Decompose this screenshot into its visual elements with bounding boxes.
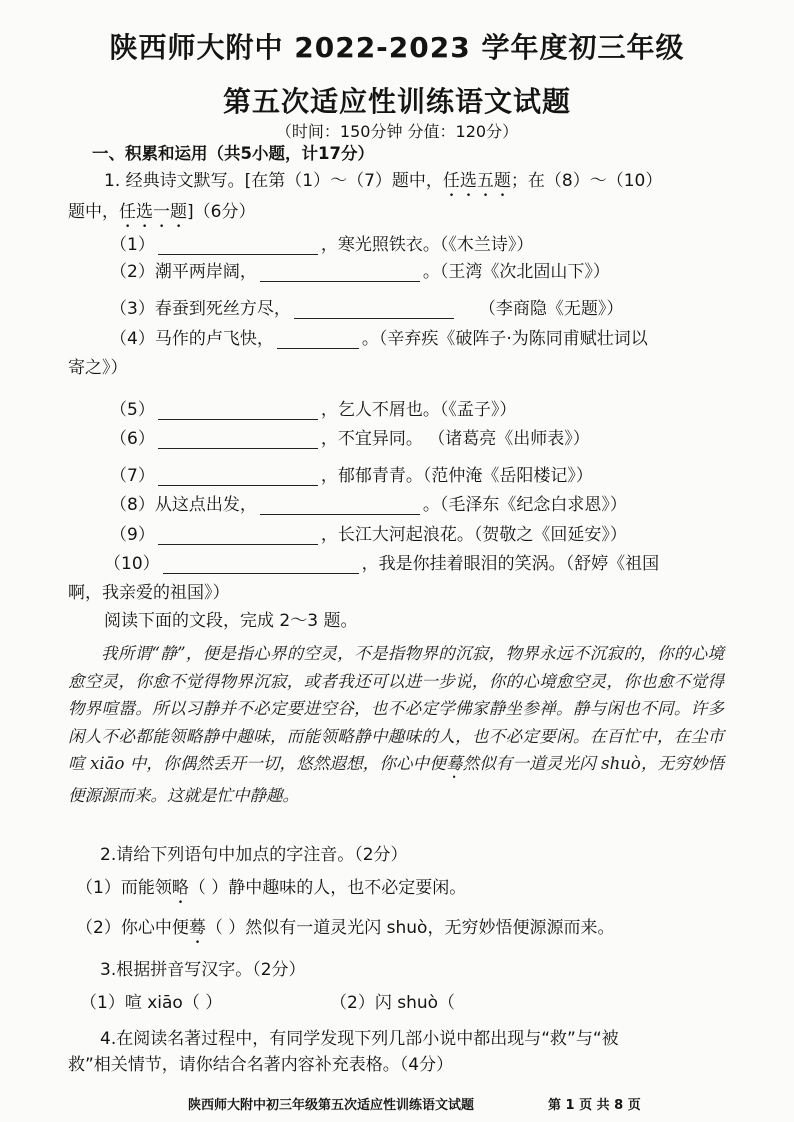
answer-blank[interactable]: [158, 236, 318, 255]
item-3-text: （李商隐《无题》）: [478, 299, 624, 319]
reading-passage: [68, 640, 724, 810]
item-1-text: ，寒光照铁衣。（《木兰诗》）: [320, 235, 534, 255]
passage-dotted-1: 领: [168, 726, 186, 746]
item-5: [110, 395, 516, 420]
q1-text-a: 1. 经典诗文默写。[在第（1）～（7）题中，: [104, 171, 443, 191]
exam-time-info: （时间：150分钟 分值：120分）: [275, 122, 519, 141]
q2-s2-dotted: 蓦: [188, 918, 206, 938]
item-8: [110, 490, 627, 515]
passage-part-1: 我所谓“静”，便是指心界的空灵，不是指物界的沉寂，物界永远不沉寂的，你的心境愈空灵，你愈不觉得物界沉寂，或者我还可以进一步说，你的心境愈空灵，你也愈不觉得物界喧嚣。所以习静并不必定要进空谷，也不必定学佛家静坐参禅。静与闲也不同。许多闲人不必都能: [68, 644, 724, 746]
q1-text-c: ；在（8）～（10）: [510, 171, 663, 191]
item-2: [110, 257, 610, 282]
answer-blank[interactable]: [158, 526, 318, 545]
item-4-text: 。（辛弃疾《破阵子·为陈同甫赋壮词以: [361, 329, 648, 349]
question-1-stem-cont: [68, 197, 255, 232]
item-3-pre: （3）春蚕到死丝方尽，: [110, 299, 291, 319]
item-9-num: （9）: [110, 525, 155, 545]
exam-title-line1: 陕西师大附中 2022-2023 学年度初三年级: [109, 31, 685, 64]
item-6-num: （6）: [110, 429, 155, 449]
item-6: [110, 424, 590, 449]
question-2-stem: 2.请给下列语句中加点的字注音。（2分）: [100, 845, 408, 865]
q2-s1-dotted: 略: [171, 878, 189, 898]
question-2-sub-1: [76, 873, 466, 908]
reading-intro: 阅读下面的文段，完成 2～3 题。: [104, 611, 358, 631]
item-9-text: ，长江大河起浪花。（贺敬之《回延安》）: [320, 525, 627, 545]
item-5-text: ，乞人不屑也。（《孟子》）: [320, 400, 517, 420]
answer-blank[interactable]: [277, 330, 359, 349]
answer-blank[interactable]: [163, 555, 359, 574]
question-3-sub-2: （2）闪 shuò（: [330, 993, 456, 1013]
item-2-text: 。（王湾《次北固山下》）: [422, 262, 610, 282]
q1-emphasis-e: 任选一题: [119, 202, 187, 222]
exam-title-line2: 第五次适应性训练语文试题: [222, 85, 571, 118]
item-4-pre: （4）马作的卢飞快，: [110, 329, 274, 349]
item-10-cont: 啊，我亲爱的祖国》）: [68, 583, 230, 603]
item-10: [104, 549, 659, 574]
answer-blank[interactable]: [158, 430, 318, 449]
item-4-cont: 寄之》）: [68, 358, 128, 378]
item-5-num: （5）: [110, 400, 155, 420]
item-1: [110, 230, 533, 255]
q1-emphasis-b: 任选五题: [442, 171, 511, 191]
q2-s2-a: （2）你心中便: [76, 918, 189, 938]
passage-part-3: 然似有一道灵光闪 shuò，无穷妙悟便源源而来。这就是忙中静趣。: [68, 754, 725, 805]
item-4: [110, 324, 648, 349]
answer-blank[interactable]: [158, 467, 318, 486]
item-6-text: ，不宜异同。 （诸葛亮《出师表》）: [320, 429, 590, 449]
passage-part-2: 略静中趣味，而能领略静中趣味的人，也不必定要闲。在百忙中，在尘市喧 xiāo 中，你偶然丢开一切，悠然遐想，你心中便: [68, 726, 725, 773]
item-7-num: （7）: [110, 466, 155, 486]
item-2-pre: （2）潮平两岸阔，: [110, 262, 257, 282]
answer-blank[interactable]: [294, 300, 454, 319]
item-7: [110, 461, 593, 486]
item-7-text: ，郁郁青青。（范仲淹《岳阳楼记》）: [320, 466, 593, 486]
answer-blank[interactable]: [260, 496, 420, 515]
page-number: 第 1 页 共 8 页: [548, 1098, 641, 1113]
item-1-num: （1）: [110, 235, 155, 255]
question-1-stem: [104, 166, 662, 201]
section-heading: 一、积累和运用（共5小题，计17分）: [92, 144, 374, 163]
footer-title: 陕西师大附中初三年级第五次适应性训练语文试题: [188, 1098, 475, 1113]
item-8-text: 。（毛泽东《纪念白求恩》）: [422, 495, 627, 515]
item-3: [110, 294, 623, 319]
q2-s1-b: （ ）静中趣味的人，也不必定要闲。: [188, 878, 467, 898]
question-3-stem: 3.根据拼音写汉字。（2分）: [100, 960, 306, 980]
answer-blank[interactable]: [260, 263, 420, 282]
passage-dotted-2: 蓦: [445, 754, 463, 773]
item-8-pre: （8）从这点出发，: [110, 495, 257, 515]
item-10-num: （10）: [104, 554, 160, 574]
question-4-line1: 4.在阅读名著过程中，有同学发现下列几部小说中都出现与“救”与“被: [100, 1029, 619, 1049]
q2-s2-b: （ ）然似有一道灵光闪 shuò，无穷妙悟便源源而来。: [205, 918, 615, 938]
item-10-text: ，我是你挂着眼泪的笑涡。（舒婷《祖国: [361, 554, 660, 574]
question-3-sub-1: （1）喧 xiāo（ ）: [80, 993, 223, 1013]
answer-blank[interactable]: [158, 401, 318, 420]
q2-s1-a: （1）而能领: [76, 878, 172, 898]
item-9: [110, 520, 627, 545]
question-4-line2: 救”相关情节，请你结合名著内容补充表格。（4分）: [68, 1055, 454, 1075]
q1-text-d: 题中，: [68, 202, 119, 222]
q1-text-f: ]（6分）: [187, 202, 256, 222]
question-2-sub-2: [76, 913, 614, 948]
